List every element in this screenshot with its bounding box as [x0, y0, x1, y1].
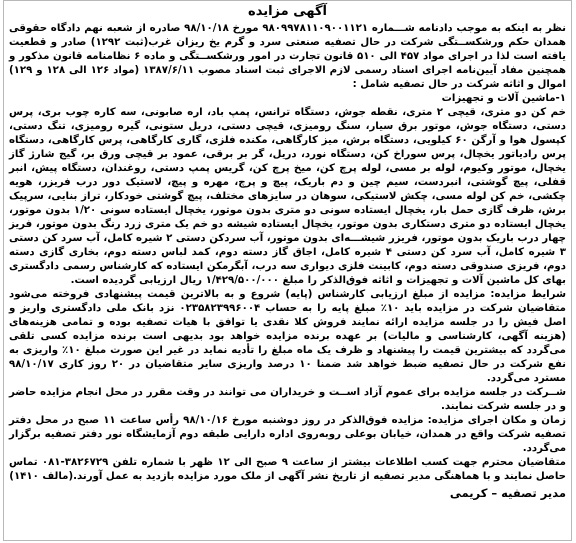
signature: مدیر تصفیه – کریمی: [449, 486, 566, 500]
auction-notice: [3, 0, 572, 541]
conditions-paragraph: شرایط مزایده: مزایده از مبلغ ارزیابی کارشناس (پایه) شروع و به بالاترین قیمت پیشنهادی فروخته می‌شود متقاضیان شرکت در مزایده باید ۱۰٪ مبلغ پایه را به حساب ۰۲۳۵۸۲۳۹۹۶۰۰۴ نزد بانک ملی دادگستری واریز و اصل فیش را در جلسه مزایده ارائه نمایند فروش کلا نقدی یا توافق با هیات تصفیه بوده و تمامی هزینه‌های (هزینه آگهی، کارشناسی و مالیات) بر عهده برنده مزایده خواهد بود بدیهی است برنده مزایده کسی تلقی می‌گردد که بیشترین قیمت را پیشنهاد و ظرف یک ماه مبلغ را تأدیه نماید در غیر این صورت مبلغ ۱۰٪ واریزی به نفع شرکت در حال تصفیه ضبط خواهد شد ضمنا ۱۰ درصد واریزی سایر متقاضیان در ۲۰ روز کاری ۹۸/۱۰/۱۷ مسترد می‌گردد.: [9, 289, 566, 384]
attendance-paragraph: شــرکت در جلسه مزایده برای عموم آزاد اســت و خریداران می توانند در وقت مقرر در محل انجام مزایده حاضر و در جلسه شرکت نمایند.: [9, 387, 566, 412]
contact-paragraph: متقاضیان محترم جهت کسب اطلاعات بیشتر از ساعت ۹ صبح الی ۱۲ ظهر با شماره تلفن ۳۸۲۶۷۲۹-۰۸۱ تماس حاصل نمایند و با هماهنگی مدیر تصفیه از تاریخ نشر آگهی از ملک مورد مزایده بازدید به عمل آورند.(مالف ۱۴۱۰): [9, 457, 566, 482]
time-place-paragraph: زمان و مکان اجرای مزایده: مزایده فوق‌الذکر در روز دوشنبه مورخ ۹۸/۱۰/۱۶ رأس ساعت ۱۱ صبح در محل دفتر تصفیه شرکت واقع در همدان، خیابان بوعلی روبه‌روی اداره دارایی طبقه دوم آزمایشگاه نور دفتر تصفیه برگزار می‌گردد.: [9, 415, 566, 454]
intro-paragraph: نظر به اینکه به موجب دادنامه شـــماره ۹۸۰۹۹۷۸۱۱۰۹۰۰۱۱۲۱ مورخ ۹۸/۱۰/۱۸ صادره از شعبه نهم دادگاه حقوقی همدان حکم ورشکســتگی شرکت در حال تصفیه صنعتی سرد و گرم یخ ریزان غرب(ثبت ۱۲۹۲) صادر و قطعیت یافته است لذا در اجرای مواد ۴۵۷ الی ۵۱۰ قانون تجارت در امور ورشکســتگی و ماده ۶ نظامنامه قانون مذکور و همچنین مفاد آیین‌نامه اجرای اسناد رسمی لازم الاجرای ثبت اسناد مصوب ۱۳۸۷/۶/۱۱ (مواد ۱۲۶ الی ۱۲۸ و ۱۲۹) اموال و اثاثه شرکت در حال تصفیه شامل :: [9, 23, 566, 90]
notice-title: آگهی مزایده: [248, 4, 327, 19]
items-paragraph: خم کن دو متری، قیچی ۲ متری، نقطه جوش، دستگاه ترانس، پمپ باد، اره صابونی، سه کاره چوب بری، پرس دستی، دستگاه جوش، موتور برق سیار، سنگ رومیزی، قیچی دستی، دریل ستونی، گیره رومیزی، تنگ دستی، کپسول هوا و آرگن ۶۰ کیلویی، دستگاه برش، میز کارگاهی، مکنده فلزی، گاری کارگاهی، پرس کارگاهی، دستگاه پرس رادیاتور یخچال، پرس سوراخ کن، دستگاه نورد، دریل، گر بر برقی، عمود بر قیچی ورق بر، گیج شارژ گاز یخچال، موتور وکیوم، لوله بر مسی، لوله پرچ کن، میخ پرچ کن، گریس پمپ دستی، روغندان، دستگاه پیش، انبر قفلی، پیچ گوشتی، انبردست، سیم چین و دم باریک، پیچ و پرچ، مهره و پیچ، لاستیک دور درب فریزر، هویه چکشی، خم کن لوله مسی، چکش لاستیکی، سوهان در سایزهای مختلف، پیچ گوشتی خودکار، تراز بنایی، سرپیک برش، ظرف گازی حمل بار، یخچال ایستاده سونی دو متری بدون موتور، یخچال ایستاده سونی ۱/۲۰ بدون موتور، یخچال ایستاده دو متری دستکاری بدون موتور، یخچال ایستاده شیشه دو خم یک متری زرد رنگ بدون موتور، فریز چهار درب باریک بدون موتور، فریزر شیشـــه‌ای بدون موتور، آب سردکن دستی ۲ شیره کامل، آب سرد کن دستی ۳ شیره کامل، آب سرد کن دستی ۴ شیره کامل، اجاق گاز دسته دوم، کمد لباس دسته دوم، بخاری گازی دسته دوم، فریزی صندوقی دسته دوم، کابینت فلزی دیواری سه درب، آبگرمکن ایستاده که کارشناس رسمی دادگستری بهای کل ماشین آلات و تجهیزات و اثاثه فوق‌الذکر را مبلغ ۱/۴۲۹/۵۰۰/۰۰۰ ریال ارزیابی گردیده است.: [9, 107, 567, 286]
section-heading-machinery: ۱-ماشین آلات و تجهیزات: [441, 93, 566, 104]
